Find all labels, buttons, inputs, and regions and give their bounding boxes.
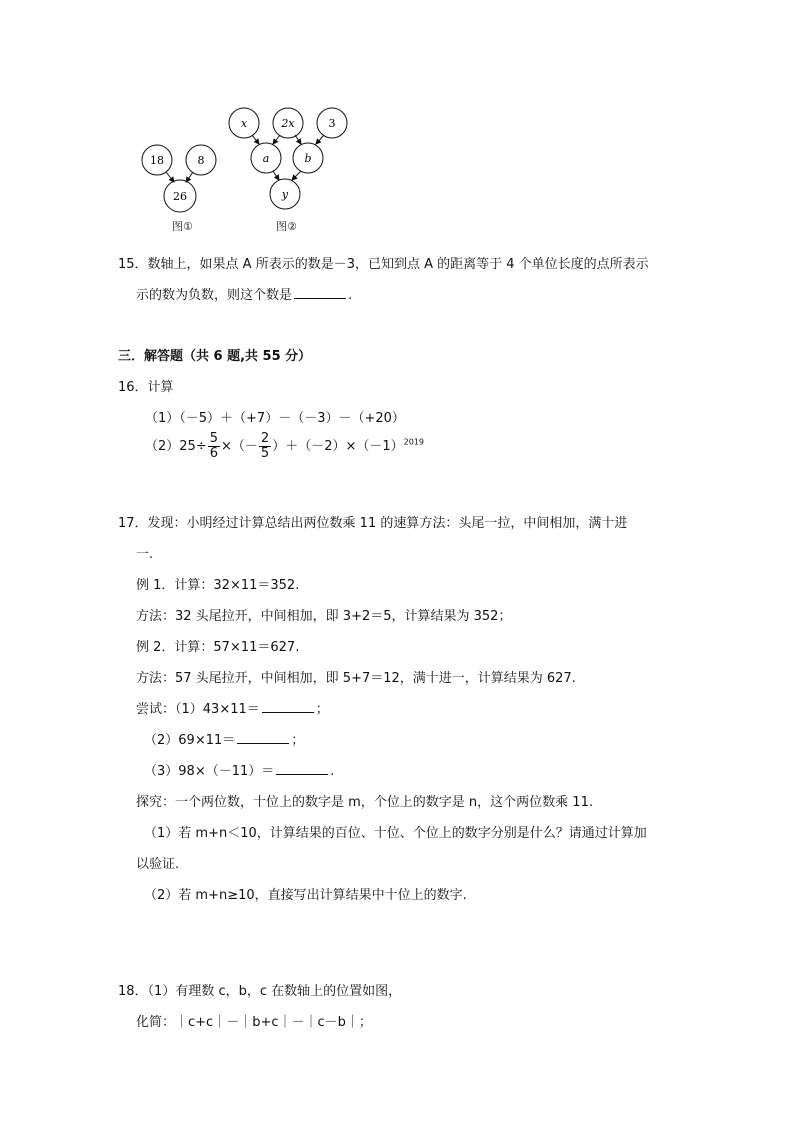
figure-2-diagram [222,103,357,213]
q15-number: 15． [118,257,148,272]
q17-number: 17． [118,516,148,531]
fig1-input-label-1: 18 [150,154,164,167]
q17-intro-line-1: 发现：小明经过计算总结出两位数乘 11 的速算方法：头尾一拉，中间相加，满十进 [147,516,628,531]
q17-explore-1-line-2: 以验证. [136,857,180,872]
q17-try-1 [136,698,329,717]
fig2-arrow-2x-b [295,135,301,144]
fig2-arrow-3-b [316,135,324,144]
figure-1-diagram [130,140,230,215]
q17-try-1-end: ； [315,702,329,717]
q15-text-line-2-end: . [348,288,353,303]
q16-number: 16． [118,380,148,395]
fig2-middle-label-b: b [304,152,312,165]
q18-text-line-1: （1）有理数 c，b，c 在数轴上的位置如图， [147,984,402,999]
q17-try-3-blank [276,762,328,775]
q17-try-2-end: ； [291,733,305,748]
q17-intro-line-2: 一. [136,547,154,562]
fig2-arrow-a-y [273,171,279,180]
q16-fraction-1-numerator: 5 [209,431,218,446]
q16-exponent: 2019 [403,437,424,447]
fig1-arrow-2 [186,172,193,182]
fig2-arrow-2x-a [273,135,280,144]
q16-title-line [118,376,174,395]
q17-try-1-blank [262,700,314,713]
section-3-title: 三．解答题（共 6 题,共 55 分） [118,349,312,364]
q16-fraction-2-5 [259,432,271,461]
fig2-input-label-2x: 2x [281,117,295,130]
q15-line-1 [118,253,649,272]
q17-try-2-blank [237,731,289,744]
q17-try-3-end: . [330,764,335,779]
q15-text-line-1: 数轴上，如果点 A 所表示的数是－3，已知到点 A 的距离等于 4 个单位长度的点所表示 [147,257,649,272]
q17-explore-2: （2）若 m+n≥10，直接写出计算结果中十位上的数字. [144,888,467,903]
q16-fraction-2-denominator: 5 [260,446,270,461]
q16-fraction-1-denominator: 6 [209,446,218,461]
q16-fraction-5-6 [208,432,220,461]
fig2-arrow-b-y [292,171,301,180]
fig2-arrow-x-a [252,135,259,144]
q17-try-3 [144,760,334,779]
fig2-output-label: y [281,188,289,201]
q17-example-1: 例 1．计算：32×11＝352. [136,578,300,593]
q16-title: 计算 [147,380,174,395]
q17-try-2-text: （2）69×11＝ [144,733,236,748]
q16-part-2-start: （2）25÷ [145,439,207,454]
q16-part-2 [145,432,424,461]
fig1-caption: 图① [172,220,193,233]
q17-example-2: 例 2．计算：57×11＝627. [136,640,300,655]
fig1-arrow-1 [166,172,174,182]
q17-try-3-text: （3）98×（－11）＝ [144,764,275,779]
q17-method-2: 方法：57 头尾拉开，中间相加，即 5+7＝12，满十进一，计算结果为 627. [136,671,576,686]
q18-text-line-2: 化简：｜c+c｜－｜b+c｜－｜c－b｜； [136,1015,372,1030]
q16-part-2-end: ）＋（－2）×（－1） [272,439,404,454]
q17-explore-1-line-1: （1）若 m+n＜10，计算结果的百位、十位、个位上的数字分别是什么？请通过计算加 [144,826,647,841]
q15-answer-blank [294,286,346,299]
q16-part-1: （1）（－5）＋（+7）－（－3）－（+20） [145,411,405,426]
q18-number: 18． [118,984,148,999]
q18-line-1 [118,980,401,999]
q15-text-line-2: 示的数为负数，则这个数是 [136,288,293,303]
q17-try-2 [144,729,304,748]
q17-line-1 [118,512,627,531]
fig1-input-label-2: 8 [197,154,205,167]
q17-method-1: 方法：32 头尾拉开，中间相加，即 3+2＝5，计算结果为 352； [136,609,512,624]
q16-part-2-mid: ×（－ [221,439,258,454]
q15-line-2 [136,284,352,303]
fig1-output-label: 26 [173,190,187,203]
fig2-caption: 图② [276,220,297,233]
fig2-middle-label-a: a [262,152,270,165]
q17-explore: 探究：一个两位数，十位上的数字是 m，个位上的数字是 n，这个两位数乘 11. [136,795,593,810]
fig2-input-label-x: x [240,117,248,130]
q17-try-1-text: 尝试：（1）43×11＝ [136,702,260,717]
q16-fraction-2-numerator: 2 [260,431,270,446]
fig2-input-label-3: 3 [328,117,336,130]
